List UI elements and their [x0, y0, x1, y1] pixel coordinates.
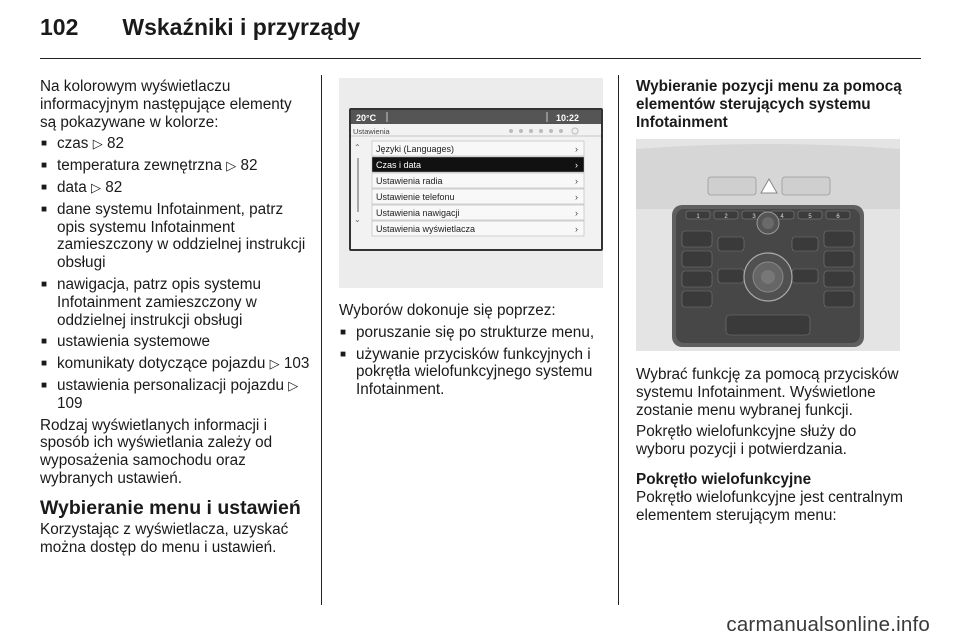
knob-paragraph: Pokrętło wielofunkcyjne służy do wyboru pozycji i potwierdzania.: [636, 423, 857, 459]
list-item: [40, 201, 312, 272]
list-item-text: używanie przycisków funkcyjnych i pokrętła wielofunkcyjnego systemu Infotainment.: [356, 345, 593, 399]
knob-description: Pokrętło wielofunkcyjne jest centralnym elementem sterującym menu:: [636, 488, 903, 524]
menu-item[interactable]: [372, 205, 584, 220]
page-reference[interactable]: 82: [240, 157, 258, 175]
header-rule: [40, 58, 921, 59]
page-number: 102: [40, 14, 79, 40]
page-title: Wskaźniki i przyrządy: [122, 14, 361, 40]
list-item-text: poruszanie się po strukturze menu,: [356, 323, 595, 341]
control-panel-figure: [636, 139, 900, 356]
screen-time: 10:22: [556, 113, 580, 123]
page-reference[interactable]: 82: [106, 135, 124, 153]
list-item-text: ustawienia systemowe: [57, 333, 211, 351]
page-reference-icon: ▷: [226, 158, 237, 174]
screen-section-label: Ustawienia: [353, 127, 390, 136]
mute-icon: [559, 129, 563, 133]
audio-icon: [539, 129, 543, 133]
selection-intro: Wyborów dokonuje się poprzez:: [339, 302, 556, 319]
section-heading: Wybieranie menu i ustawień: [40, 496, 301, 519]
preset-key-label: 4: [780, 214, 784, 220]
info-paragraph: Rodzaj wyświetlanych informacji i sposób ich wyświetlania zależy od wyposażenia samochodu oraz wybranych ustawień.: [40, 416, 273, 487]
column-divider-1: [321, 75, 322, 605]
right-column: [636, 78, 908, 143]
preset-key-label: 5: [808, 214, 812, 220]
knob-heading: Pokrętło wielofunkcyjne: [636, 470, 812, 488]
page-reference-icon: ▷: [92, 136, 103, 152]
list-item-text: czas: [57, 135, 89, 153]
list-item: [339, 324, 607, 342]
page-reference-icon: ▷: [91, 179, 102, 195]
preset-key-label: 6: [836, 214, 840, 220]
preset-key[interactable]: [686, 211, 710, 220]
chevron-right-icon: ›: [575, 144, 578, 154]
list-item-text: komunikaty dotyczące pojazdu: [57, 355, 266, 373]
intro-text: Na kolorowym wyświetlaczu informacyjnym następujące elementy są pokazywane w kolorze:: [40, 78, 292, 131]
info-list: [40, 135, 312, 412]
preset-key-label: 2: [724, 214, 728, 220]
section-text: Korzystając z wyświetlacza, uzyskać można dostęp do menu i ustawień.: [40, 520, 289, 556]
list-item: [40, 135, 312, 153]
list-item: [40, 157, 312, 175]
left-column: [40, 78, 312, 560]
preset-key[interactable]: [798, 211, 822, 220]
list-item-text: nawigacja, patrz opis systemu Infotainment zamieszczony w oddzielnej instrukcji obsługi: [57, 275, 262, 329]
menu-item-label: Języki (Languages): [376, 144, 455, 154]
controls-paragraph: Wybrać funkcję za pomocą przycisków systemu Infotainment. Wyświetlone zostanie menu wybranej funkcji.: [636, 366, 899, 419]
scroll-down-icon: ⌄: [354, 215, 361, 224]
middle-column: [339, 302, 607, 403]
preset-key[interactable]: [826, 211, 850, 220]
list-item-text: dane systemu Infotainment, patrz opis systemu Infotainment zamieszczony w oddzielnej instrukcji obsługi: [57, 200, 306, 272]
chevron-right-icon: ›: [575, 192, 578, 202]
signal-icon: [509, 129, 513, 133]
list-item-text: ustawienia personalizacji pojazdu: [57, 376, 285, 394]
screen-temp: 20°C: [356, 113, 377, 123]
list-item-text: data: [57, 178, 87, 196]
menu-item[interactable]: [372, 157, 584, 172]
preset-key-label: 3: [752, 214, 756, 220]
list-item: [40, 276, 312, 329]
phone-icon: [529, 129, 533, 133]
menu-item[interactable]: [372, 221, 584, 236]
page-reference-icon: ▷: [269, 356, 280, 372]
menu-item-label: Ustawienie telefonu: [376, 192, 455, 202]
chevron-right-icon: ›: [575, 208, 578, 218]
menu-item-label: Ustawienia nawigacji: [376, 208, 460, 218]
display-figure: [339, 78, 603, 293]
nav-icon: [519, 129, 523, 133]
chevron-right-icon: ›: [575, 160, 578, 170]
scroll-up-icon: ⌃: [354, 143, 361, 152]
menu-item[interactable]: [372, 141, 584, 156]
list-item: [339, 346, 607, 399]
preset-key[interactable]: [714, 211, 738, 220]
right-text: [636, 366, 908, 528]
menu-item[interactable]: [372, 189, 584, 204]
list-item: [40, 377, 312, 413]
page-reference[interactable]: 82: [105, 178, 123, 196]
selection-list: [339, 324, 607, 399]
preset-key-label: 1: [696, 214, 700, 220]
watermark: carmanualsonline.info: [726, 613, 930, 636]
list-item: [40, 355, 312, 373]
page-reference-icon: ▷: [288, 377, 299, 393]
page-reference[interactable]: 103: [283, 355, 310, 373]
list-item-text: temperatura zewnętrzna: [57, 157, 222, 175]
bluetooth-icon: [549, 129, 553, 133]
chevron-right-icon: ›: [575, 224, 578, 234]
menu-item-label: Czas i data: [376, 160, 422, 170]
controls-heading: Wybieranie pozycji menu za pomocą elementów sterujących systemu Infotainment: [636, 78, 902, 131]
chevron-right-icon: ›: [575, 176, 578, 186]
list-item: [40, 179, 312, 197]
page-reference[interactable]: 109: [57, 394, 83, 412]
menu-item-label: Ustawienia radia: [376, 176, 443, 186]
page-header: [40, 14, 360, 41]
menu-item[interactable]: [372, 173, 584, 188]
column-divider-2: [618, 75, 619, 605]
list-item: [40, 333, 312, 351]
menu-item-label: Ustawienia wyświetlacza: [376, 224, 476, 234]
